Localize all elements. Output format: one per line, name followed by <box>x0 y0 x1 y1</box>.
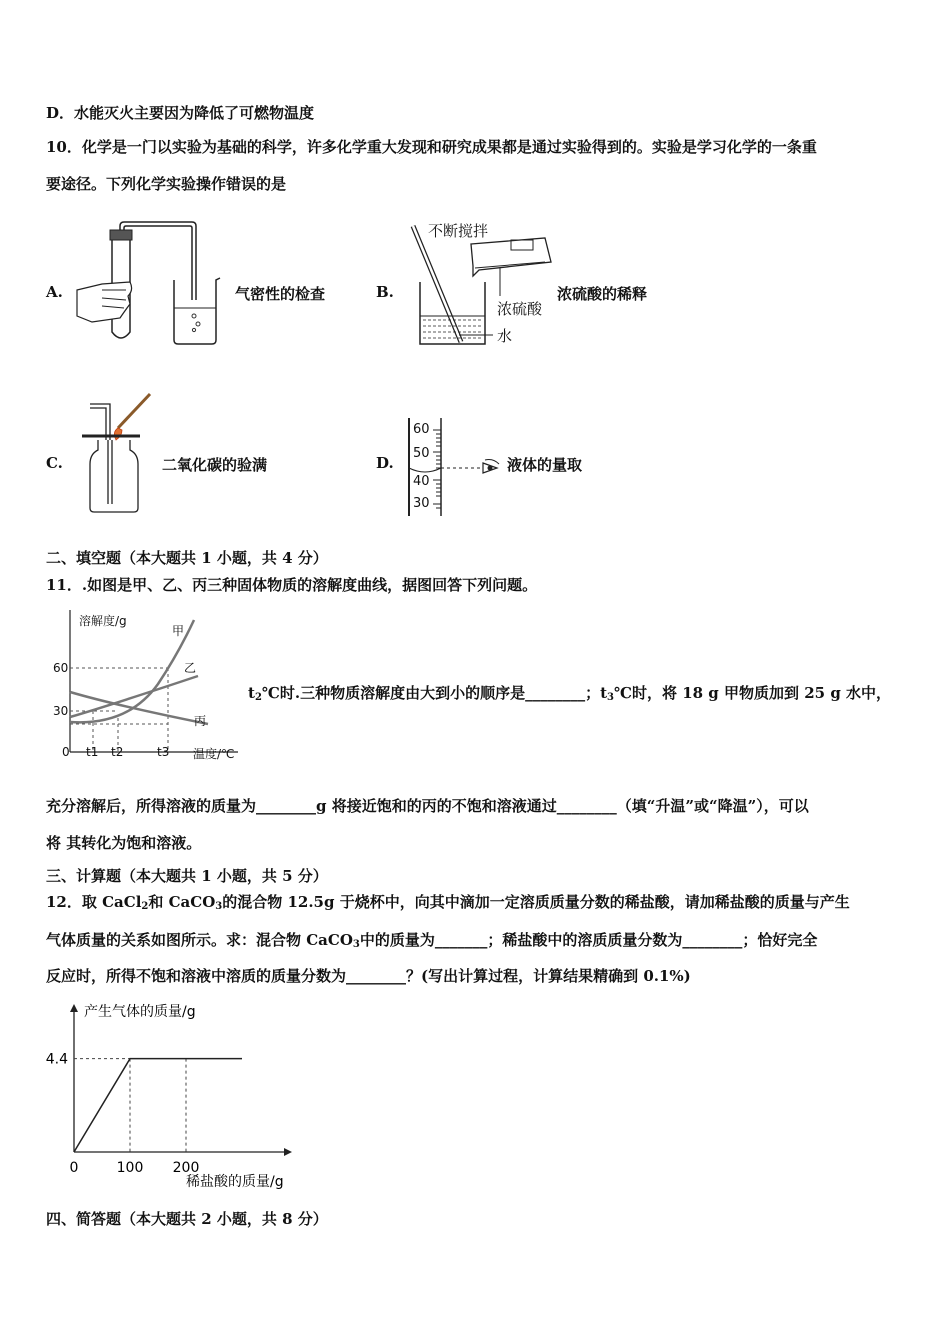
y-axis-arrow <box>70 1004 78 1012</box>
q10-stem-line2: 要途径。下列化学实验操作错误的是 <box>46 175 287 193</box>
q11-stem-line1: 11．.如图是甲、乙、丙三种固体物质的溶解度曲线，据图回答下列问题。 <box>46 576 538 594</box>
q12-line1-sub-b: 3 <box>215 901 223 912</box>
tick-40: 40 <box>413 474 430 489</box>
solubility-xlabel: 温度/℃ <box>193 747 235 761</box>
q11-right-text <box>248 683 891 708</box>
label-jia: 甲 <box>172 624 185 638</box>
x-tick-t3: t3 <box>157 745 170 759</box>
x-axis-arrow <box>284 1148 292 1156</box>
gas-chart-xlabel: 稀盐酸的质量/g <box>186 1174 284 1190</box>
gas-chart-ylabel: 产生气体的质量/g <box>84 1004 196 1020</box>
t2-symbol: t <box>248 684 255 702</box>
y-tick-60: 60 <box>53 661 69 675</box>
x-tick-200: 200 <box>172 1160 200 1176</box>
q11-right-part2: ℃时，将 18 g 甲物质加到 25 g 水中， <box>614 684 892 702</box>
q12-line1-c: 和 CaCO <box>148 893 216 911</box>
q12-line1-sub-a: 2 <box>141 901 149 912</box>
q10-option-d-caption: 液体的量取 <box>507 456 583 474</box>
label-yi: 乙 <box>184 661 197 675</box>
y-tick-30: 30 <box>53 704 69 718</box>
x-tick-0: 0 <box>69 1160 79 1176</box>
q12-line1-e: 的混合物 12.5g 于烧杯中，向其中滴加一定溶质质量分数的稀盐酸，请加稀盐酸的质量与产生 <box>222 893 850 911</box>
co2-test-figure <box>80 392 160 516</box>
q10-stem-line1: 10．化学是一门以实验为基础的科学，许多化学重大发现和研究成果都是通过实验得到的。实验是学习化学的一条重 <box>46 138 817 156</box>
y-tick-4.4: 4.4 <box>45 1051 68 1068</box>
q10-option-b-letter: B. <box>376 283 394 301</box>
q12-stem-line2 <box>46 930 817 955</box>
q12-stem-line1 <box>46 892 850 917</box>
q12-line1-a: 12．取 CaCl <box>46 893 142 911</box>
water-label: 水 <box>497 327 513 345</box>
q11-right-part1: ℃时.三种物质溶解度由大到小的顺序是________；t <box>261 684 608 702</box>
q12-stem-line3: 反应时，所得不饱和溶液中溶质的质量分数为________？(写出计算过程，计算结果精确到 0.1%) <box>46 967 691 985</box>
gas-series-line <box>74 1059 242 1152</box>
label-bing: 丙 <box>194 714 207 728</box>
acid-label: 浓硫酸 <box>497 300 543 318</box>
q10-option-c-letter: C. <box>46 454 63 472</box>
section3-title: 三、计算题（本大题共 1 小题，共 5 分） <box>46 867 328 885</box>
curve-bing <box>70 692 208 724</box>
solubility-ylabel: 溶解度/g <box>79 614 127 628</box>
q11-stem-line2: 充分溶解后，所得溶液的质量为________g 将接近饱和的丙的不饱和溶液通过________（填“升温”或“降温”），可以 <box>46 797 809 815</box>
x-tick-t1: t1 <box>86 745 99 759</box>
airtightness-check-figure <box>72 220 232 350</box>
q10-option-c-caption: 二氧化碳的验满 <box>162 456 268 474</box>
q10-option-b-caption: 浓硫酸的稀释 <box>557 285 648 303</box>
q9-option-d: D．水能灭火主要因为降低了可燃物温度 <box>46 104 315 122</box>
tick-50: 50 <box>413 446 430 461</box>
section4-title: 四、简答题（本大题共 2 小题，共 8 分） <box>46 1210 328 1228</box>
origin-label: 0 <box>62 745 70 759</box>
t2-subscript: 2 <box>254 692 262 703</box>
tick-30: 30 <box>413 496 430 511</box>
q12-line2-c: 中的质量为_______；稀盐酸中的溶质质量分数为________；恰好完全 <box>359 931 818 949</box>
tick-60: 60 <box>413 422 430 437</box>
q10-option-a-letter: A. <box>46 283 63 301</box>
stir-label: 不断搅拌 <box>428 222 489 240</box>
gas-mass-chart <box>40 996 320 1192</box>
x-tick-100: 100 <box>116 1160 144 1176</box>
q10-option-d-letter: D. <box>376 454 394 472</box>
section2-title: 二、填空题（本大题共 1 小题，共 4 分） <box>46 549 328 567</box>
t3-subscript: 3 <box>607 692 615 703</box>
solubility-chart <box>48 606 248 766</box>
q11-stem-line3: 将 其转化为饱和溶液。 <box>46 834 202 852</box>
x-tick-t2: t2 <box>111 745 124 759</box>
q10-option-a-caption: 气密性的检查 <box>235 285 326 303</box>
q12-line2-a: 气体质量的关系如图所示。求：混合物 CaCO <box>46 931 353 949</box>
q12-line2-sub: 3 <box>352 939 360 950</box>
